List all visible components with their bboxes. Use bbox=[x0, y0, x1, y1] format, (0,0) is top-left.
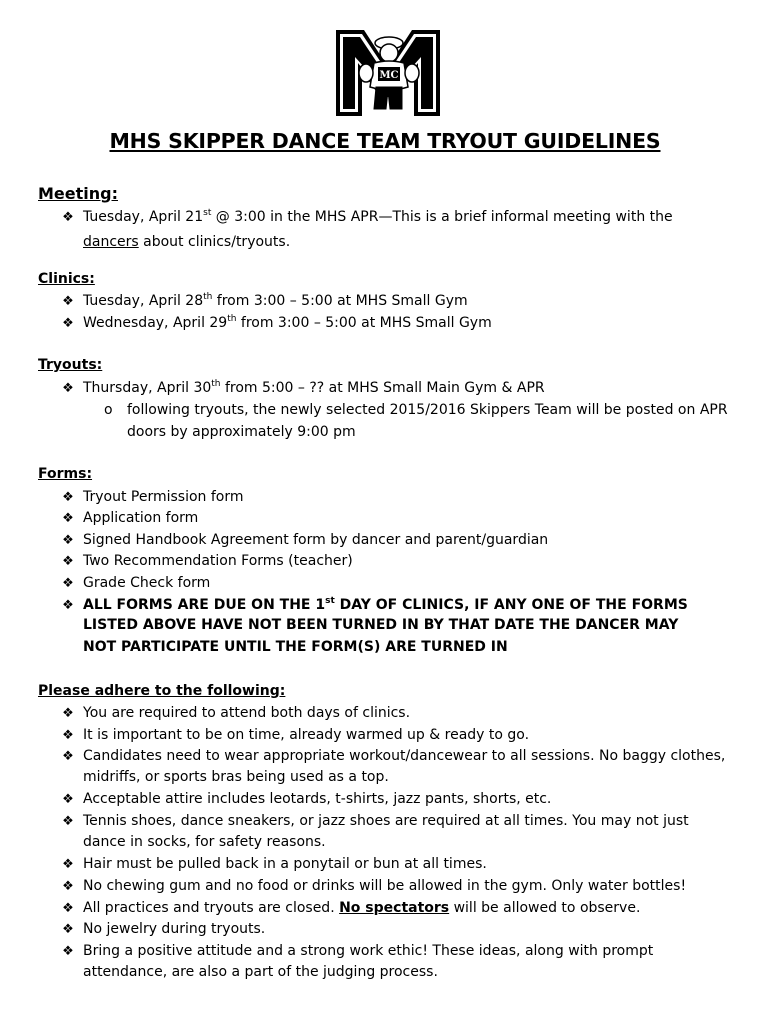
meeting-item-cont: dancers about clinics/tryouts. bbox=[83, 234, 291, 250]
bullet-icon: ❖ bbox=[62, 879, 74, 894]
bullet-icon: ❖ bbox=[62, 706, 74, 721]
bullet-icon: ❖ bbox=[62, 294, 74, 309]
adhere-heading: Please adhere to the following: bbox=[38, 683, 286, 699]
bullet-icon: ❖ bbox=[62, 598, 74, 613]
bullet-icon: ❖ bbox=[62, 857, 74, 872]
bullet-icon: ❖ bbox=[62, 728, 74, 743]
forms-heading: Forms: bbox=[38, 466, 93, 482]
bullet-icon: ❖ bbox=[62, 511, 74, 526]
bullet-icon: ❖ bbox=[62, 814, 74, 829]
forms-notice-line2: LISTED ABOVE HAVE NOT BEEN TURNED IN BY THAT DATE THE DANCER MAY bbox=[83, 617, 679, 633]
logo-badge: MC bbox=[379, 70, 399, 81]
bullet-icon: ❖ bbox=[62, 944, 74, 959]
bullet-icon: ❖ bbox=[62, 490, 74, 505]
bullet-icon: ❖ bbox=[62, 316, 74, 331]
adhere-item-cont: midriffs, or sports bras being used as a top. bbox=[83, 769, 389, 785]
meeting-heading: Meeting: bbox=[38, 184, 118, 203]
bullet-icon: ❖ bbox=[62, 210, 74, 225]
mhs-skipper-logo-icon bbox=[334, 27, 442, 119]
page-title: MHS SKIPPER DANCE TEAM TRYOUT GUIDELINES bbox=[109, 129, 661, 153]
tryouts-heading: Tryouts: bbox=[38, 357, 103, 373]
bullet-icon: ❖ bbox=[62, 901, 74, 916]
adhere-item-cont: attendance, are also a part of the judging process. bbox=[83, 964, 438, 980]
bullet-icon: ❖ bbox=[62, 554, 74, 569]
clinics-heading: Clinics: bbox=[38, 271, 95, 287]
bullet-icon: ❖ bbox=[62, 533, 74, 548]
bullet-icon: ❖ bbox=[62, 576, 74, 591]
bullet-icon: ❖ bbox=[62, 749, 74, 764]
sub-bullet-icon: o bbox=[104, 402, 113, 418]
bullet-icon: ❖ bbox=[62, 381, 74, 396]
adhere-item-cont: dance in socks, for safety reasons. bbox=[83, 834, 326, 850]
forms-notice-line3: NOT PARTICIPATE UNTIL THE FORM(S) ARE TURNED IN bbox=[83, 639, 508, 655]
bullet-icon: ❖ bbox=[62, 922, 74, 937]
bullet-icon: ❖ bbox=[62, 792, 74, 807]
